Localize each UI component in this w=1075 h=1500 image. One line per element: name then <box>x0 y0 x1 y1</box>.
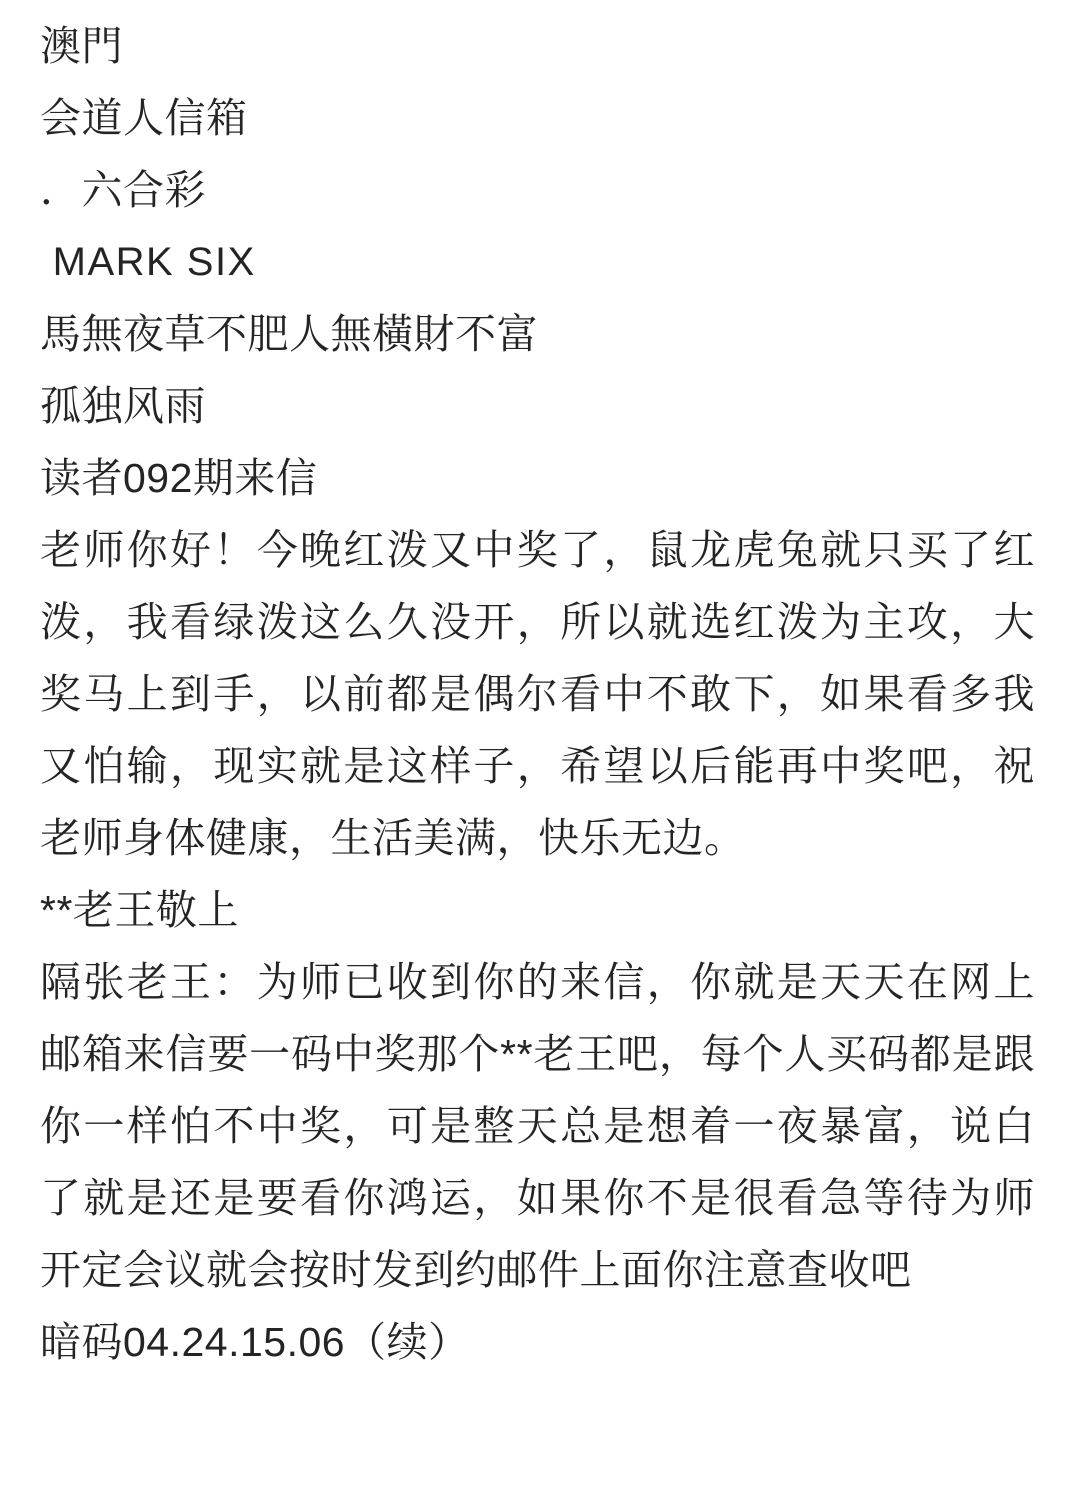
paragraph-signature: **老王敬上 <box>40 887 239 933</box>
paragraph-reader-letter: 老师你好！今晚红泼又中奖了，鼠龙虎兔就只买了红泼，我看绿泼这么久没开，所以就选红泼为主攻，大奖马上到手，以前都是偶尔看中不敢下，如果看多我又怕输，现实就是这样子，希望以后能再中奖吧，祝老师身体健康，生活美满，快乐无边。 <box>40 527 1035 861</box>
text-line-title-2: 会道人信箱 <box>40 95 248 141</box>
text-line-mark-six: MARK SIX <box>40 240 256 284</box>
text-line-issue: 读者092期来信 <box>40 455 318 501</box>
text-line-proverb: 馬無夜草不肥人無橫財不富 <box>40 311 538 357</box>
text-line-title-1: 澳門 <box>40 23 123 69</box>
text-line-title-3: ．六合彩 <box>40 167 206 213</box>
paragraph-code: 暗码04.24.15.06（续） <box>40 1319 470 1365</box>
text-line-author: 孤独风雨 <box>40 383 206 429</box>
paragraph-reply: 隔张老王：为师已收到你的来信，你就是天天在网上邮箱来信要一码中奖那个**老王吧，每个人买码都是跟你一样怕不中奖，可是整天总是想着一夜暴富，说白了就是还是要看你鸿运，如果你不是很看急等待为师开定会议就会按时发到约邮件上面你注意查收吧 <box>40 959 1035 1293</box>
